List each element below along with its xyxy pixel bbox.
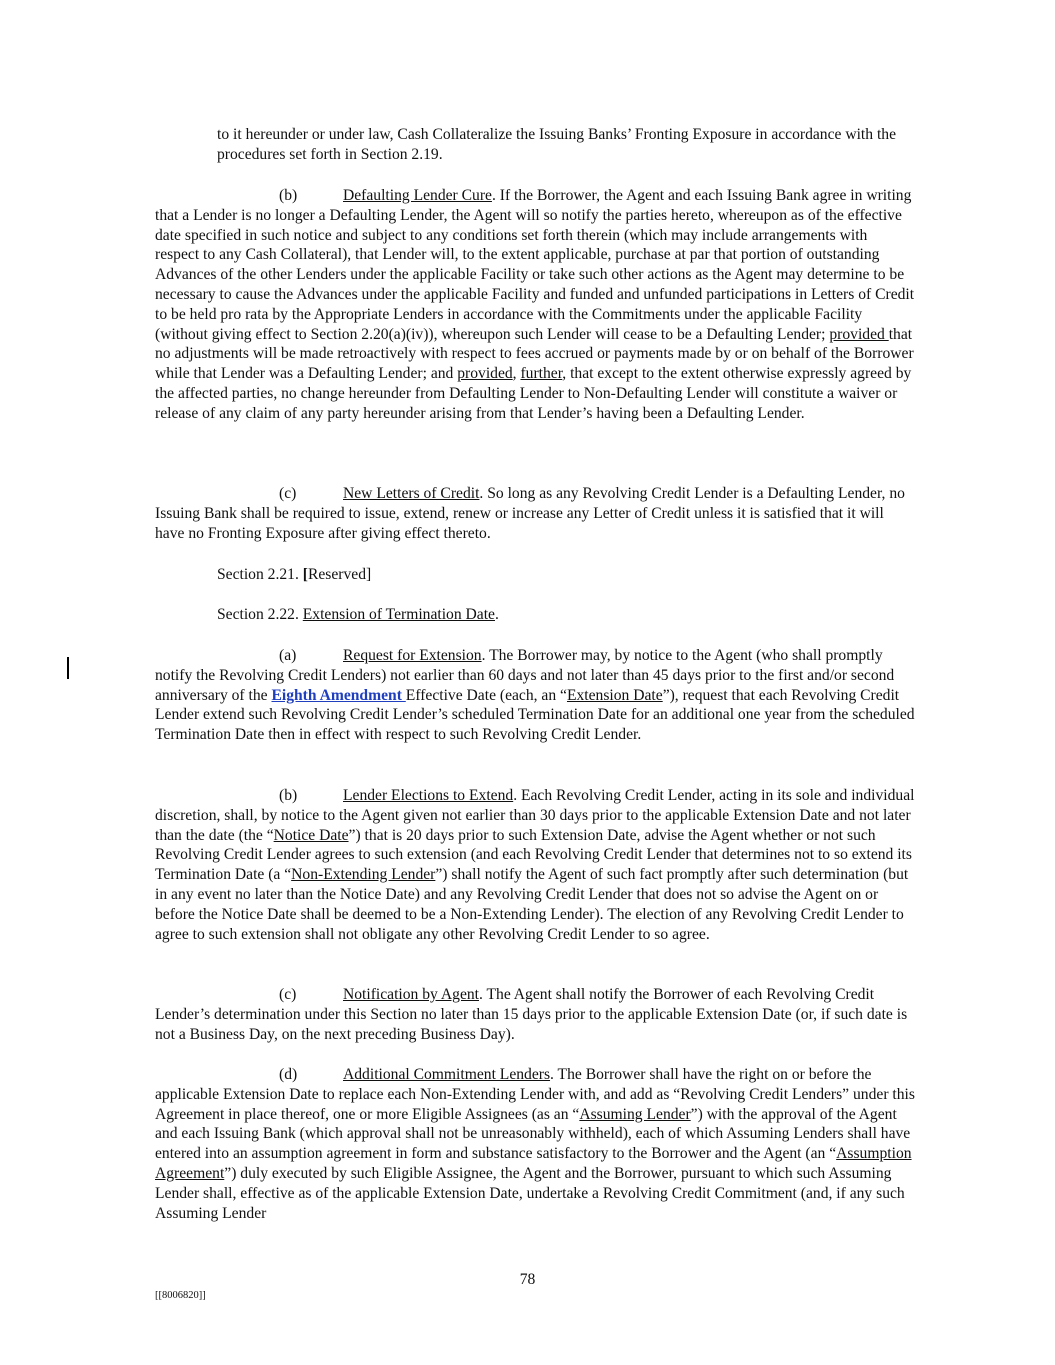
section-bracket: [ xyxy=(302,566,308,583)
paragraph-text: ”) duly executed by such Eligible Assignee, the Agent and the Borrower, pursuant to which such Assuming Lender shall, effective as of the applicable Extension Date, undertake a Revolving Credit Commitment (and, if any such Assuming Lender xyxy=(155,1164,905,1222)
paragraph-label: (c) xyxy=(279,485,297,502)
term-assuming-lender: Assuming Lender xyxy=(579,1105,691,1123)
paragraph-b-lender-elections xyxy=(155,786,915,944)
section-title: Extension of Termination Date xyxy=(302,606,495,623)
section-number: Section 2.22. xyxy=(217,606,299,623)
page-number: 78 xyxy=(519,1271,536,1288)
paragraph-label: (a) xyxy=(279,647,297,664)
paragraph-heading: Additional Commitment Lenders xyxy=(343,1066,551,1083)
paragraph-a-request-for-extension xyxy=(155,646,915,745)
section-number: Section 2.21. xyxy=(217,566,299,583)
paragraph-text: . The Agent shall notify the Borrower of each Revolving Credit Lender’s determination under this Section no later than 15 days prior to the applicable Extension Date (or, if such date is not a Business Day, on the next preceding Business Day). xyxy=(155,986,908,1043)
paragraph-label: (c) xyxy=(279,986,297,1003)
paragraph-text: , xyxy=(512,365,521,383)
intro-text: to it hereunder or under law, Cash Collateralize the Issuing Banks’ Fronting Exposure in accordance with the procedures set forth in Section 2.19. xyxy=(217,126,896,163)
section-2-22-heading xyxy=(217,605,499,625)
paragraph-text: . The Borrower shall have the right on or before the applicable Extension Date to replace each Non-Extending Lender with, and add as “Revolving Credit Lenders” under this Agreement in place thereof, one or more Eligible Assignees (as an “ xyxy=(155,1066,915,1123)
term-extension-date: Extension Date xyxy=(566,686,663,704)
paragraph-text: ”), request that each Revolving Credit Lender extend such Revolving Credit Lender’s scheduled Termination Date for an additional one year from the scheduled Termination Date then in effect with respect to such Revolving Credit Lender. xyxy=(155,686,915,744)
eighth-amendment-link[interactable]: Eighth Amendment xyxy=(271,686,406,704)
paragraph-heading: Defaulting Lender Cure xyxy=(343,187,492,204)
paragraph-b-defaulting-lender-cure xyxy=(155,186,915,424)
term-provided: provided xyxy=(829,325,889,343)
paragraph-text: . If the Borrower, the Agent and each Issuing Bank agree in writing that a Lender is no longer a Defaulting Lender, the Agent will so notify the parties hereto, whereupon as of the effective date specified in such notice and subject to any conditions set forth therein (which may include arrangements with respect to any Cash Collateral), that Lender will, to the extent applicable, purchase at par that portion of outstanding Advances of the other Lenders under the applicable Facility or take such other actions as the Agent may determine to be necessary to cause the Advances under the applicable Facility and funded and unfunded participations in Letters of Credit to be held pro rata by the Appropriate Lenders in accordance with the Commitments under the applicable Facility (without giving effect to Section 2.20(a)(iv)), whereupon such Lender will cease to be a Defaulting Lender; xyxy=(155,187,915,343)
paragraph-label: (b) xyxy=(279,787,298,804)
term-further: further xyxy=(520,365,563,383)
paragraph-text: that no adjustments will be made retroactively with respect to fees accrued or payments made by or on behalf of the Borrower while that Lender was a Defaulting Lender; and xyxy=(155,325,914,383)
paragraph-c-notification-by-agent xyxy=(155,985,915,1044)
paragraph-text: ”) shall notify the Agent of such fact promptly after such determination (but in any event no later than the Notice Date) and any Revolving Credit Lender that does not so advise the Agent on or before the Notice Date shall be deemed to be a Non-Extending Lender). The election of any Revolving Credit Lender to agree to such extension shall not obligate any other Revolving Credit Lender to so agree. xyxy=(155,866,909,943)
paragraph-heading: Lender Elections to Extend xyxy=(343,787,514,804)
paragraph-text: . The Borrower may, by notice to the Agent (who shall promptly notify the Revolving Credit Lenders) not earlier than 60 days and not later than 45 days prior to the first and/or second anniversary of the xyxy=(155,647,895,704)
paragraph-text: ”) with the approval of the Agent and each Issuing Bank (which approval shall not be unreasonably withheld), each of which Assuming Lenders shall have entered into an assumption agreement in form and substance satisfactory to the Borrower and the Agent (an “ xyxy=(155,1105,911,1163)
section-title: Reserved] xyxy=(307,566,372,583)
paragraph-c-new-letters-of-credit xyxy=(155,484,915,543)
term-assumption-agreement: Assumption Agreement xyxy=(155,1145,912,1182)
intro-paragraph xyxy=(217,125,917,165)
paragraph-label: (d) xyxy=(279,1066,298,1083)
revision-change-bar xyxy=(67,657,69,679)
paragraph-heading: Request for Extension xyxy=(343,647,482,664)
paragraph-label: (b) xyxy=(279,187,298,204)
paragraph-text: , that except to the extent otherwise expressly agreed by the affected parties, no change hereunder from Defaulting Lender to Non-Defaulting Lender will constitute a waiver or release of any claim of any party hereunder arising from that Lender’s having been a Defaulting Lender. xyxy=(155,365,912,422)
paragraph-text: . Each Revolving Credit Lender, acting in its sole and individual discretion, shall, by notice to the Agent given not earlier than 30 days prior to the applicable Extension Date and not later than the date (the “ xyxy=(155,787,915,844)
term-notice-date: Notice Date xyxy=(273,826,349,844)
paragraph-text: . xyxy=(494,606,499,623)
term-non-extending-lender: Non-Extending Lender xyxy=(291,866,436,884)
document-id: [[8006820]] xyxy=(155,1290,206,1301)
section-2-21-heading xyxy=(217,565,371,585)
paragraph-heading: New Letters of Credit xyxy=(343,485,480,502)
term-provided: provided xyxy=(457,365,513,383)
paragraph-text: Effective Date (each, an “ xyxy=(405,686,567,704)
paragraph-heading: Notification by Agent xyxy=(343,986,479,1003)
paragraph-text: . So long as any Revolving Credit Lender is a Defaulting Lender, no Issuing Bank shall be required to issue, extend, renew or increase any Letter of Credit unless it is satisfied that it will have no Fronting Exposure after giving effect thereto. xyxy=(155,485,905,542)
paragraph-text: ”) that is 20 days prior to such Extension Date, advise the Agent whether or not such Revolving Credit Lender agrees to such extension (and each Revolving Credit Lender that determines not to so extend its Termination Date (a “ xyxy=(155,826,912,884)
paragraph-d-additional-commitment-lenders xyxy=(155,1065,915,1223)
